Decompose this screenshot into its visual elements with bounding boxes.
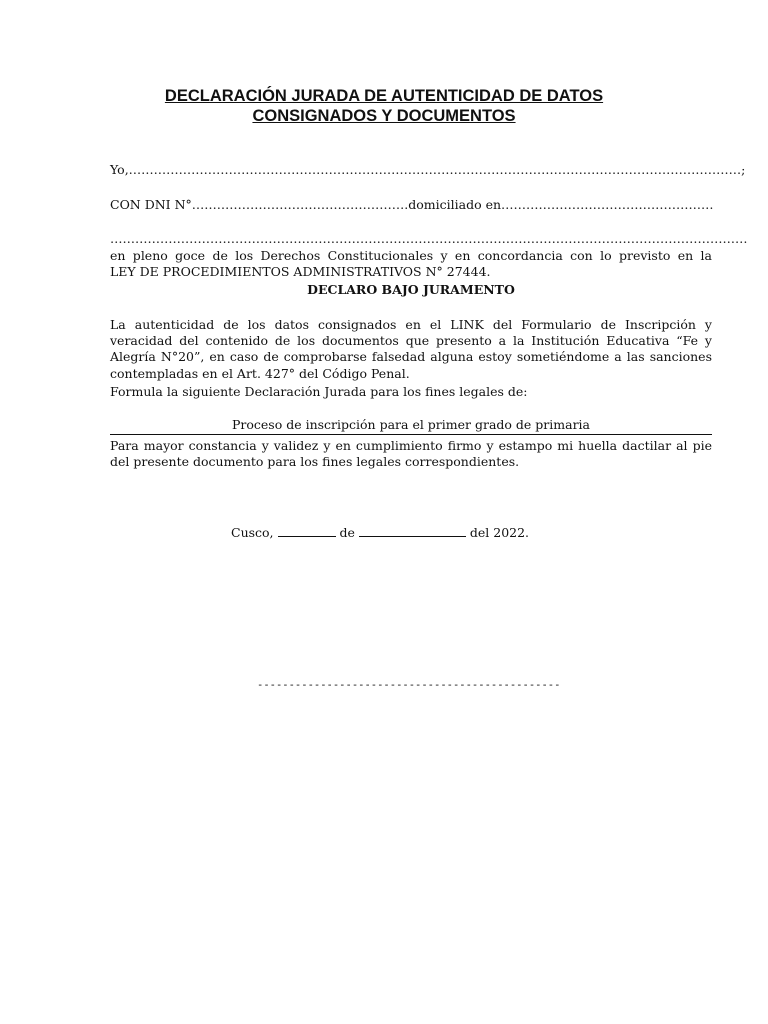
date-year: del 2022. bbox=[469, 525, 530, 540]
title-line-2: CONSIGNADOS Y DOCUMENTOS bbox=[252, 107, 516, 125]
day-blank bbox=[278, 524, 336, 537]
title-line-1: DECLARACIÓN JURADA DE AUTENTICIDAD DE DATOS bbox=[164, 87, 604, 105]
date-line bbox=[231, 524, 551, 541]
address-continuation-line: ……………………………………………………………………………………………………………………………………… bbox=[110, 231, 748, 246]
month-blank bbox=[359, 524, 466, 537]
purpose-underline bbox=[110, 434, 712, 435]
intro-line-2: LEY DE PROCEDIMIENTOS ADMINISTRATIVOS N° 27444. bbox=[110, 264, 491, 279]
date-de: de bbox=[339, 525, 355, 540]
declaration-purpose: Proceso de inscripción para el primer grado de primaria bbox=[232, 417, 590, 432]
declaration-heading: DECLARO BAJO JURAMENTO bbox=[307, 282, 515, 297]
document-title bbox=[100, 86, 668, 126]
signature-line: ------------------------------------------------ bbox=[257, 679, 561, 691]
intro-line-1: en pleno goce de los Derechos Constitucionales y en concordancia con lo previsto en la bbox=[110, 248, 712, 263]
constancia-paragraph: Para mayor constancia y validez y en cumplimiento firmo y estampo mi huella dactilar al pie del presente documento para los fines legales correspondientes. bbox=[110, 438, 712, 470]
date-city: Cusco, bbox=[231, 525, 274, 540]
name-line: Yo,…………………………………………………………………………………………………………………………………; bbox=[110, 162, 746, 177]
formula-line: Formula la siguiente Declaración Jurada para los fines legales de: bbox=[110, 384, 528, 399]
body-paragraph: La autenticidad de los datos consignados en el LINK del Formulario de Inscripción y veracidad del contenido de los documentos que presento a la Institución Educativa “Fe y Alegría N°20”, en caso de comprobarse falsedad alguna estoy sometiéndome a las sanciones contempladas en el Art. 427° del Código Penal. bbox=[110, 317, 712, 381]
dni-address-line: CON DNI N°…………………………………………….domiciliado en…………………………………………… bbox=[110, 197, 714, 212]
